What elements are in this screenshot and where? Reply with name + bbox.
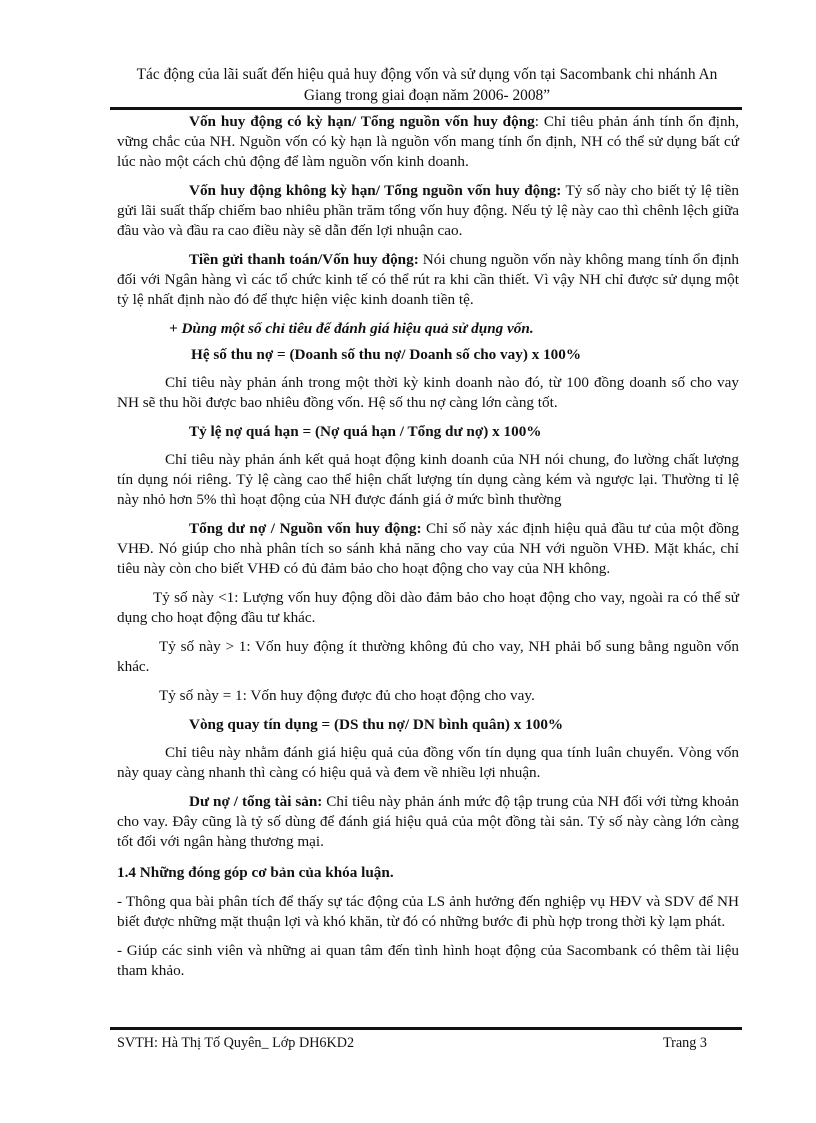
paragraph-ratio-greater-than-1: Tỷ số này > 1: Vốn huy động ít thường không đủ cho vay, NH phải bổ sung bằng nguồn vốn khác. xyxy=(117,638,739,675)
formula-debt-recovery: Hệ số thu nợ = (Doanh số thu nợ/ Doanh số cho vay) x 100% xyxy=(191,346,582,363)
paragraph-loans-to-assets xyxy=(117,792,739,852)
paragraph-debt-recovery: Chỉ tiêu này phản ánh trong một thời kỳ kinh doanh nào đó, từ 100 đồng doanh số cho vay NH sẽ thu hồi được bao nhiêu đồng vốn. Hệ số thu nợ càng lớn càng tốt. xyxy=(117,374,739,411)
footer-author: SVTH: Hà Thị Tố Quyên_ Lớp DH6KD2 xyxy=(117,1035,355,1051)
paragraph-loans-to-funds xyxy=(117,519,739,579)
header-divider xyxy=(110,107,742,110)
bullet-contribution-2: - Giúp các sinh viên và những ai quan tâm đến tình hình hoạt động của Sacombank có thêm tài liệu tham khảo. xyxy=(117,942,739,979)
paragraph-ratio-equal-1: Tỷ số này = 1: Vốn huy động được đủ cho hoạt động cho vay. xyxy=(159,687,535,704)
sub-heading: + Dùng một số chỉ tiêu để đánh giá hiệu quả sử dụng vốn. xyxy=(169,320,534,337)
paragraph-ratio-less-than-1: Tỷ số này <1: Lượng vốn huy động dồi dào đảm bảo cho hoạt động cho vay, ngoài ra có thể sử dụng cho hoạt động đầu tư khác. xyxy=(117,589,739,626)
paragraph-demand-deposit-ratio xyxy=(117,181,739,241)
document-body xyxy=(117,112,739,981)
term-text: Chỉ tiêu này phản ánh mức độ tập trung của NH đối với từng khoản cho vay. Đây cũng là tỷ số dùng để đánh giá hiệu quả của một đồng tài sản. Tỷ số này càng lớn càng tốt đối với ngân hàng thương mại. xyxy=(117,793,739,850)
term-label: Vốn huy động không kỳ hạn/ Tổng nguồn vốn huy động: xyxy=(189,182,562,199)
term-label: Tiền gửi thanh toán/Vốn huy động: xyxy=(189,251,419,268)
page-number: Trang 3 xyxy=(662,1035,707,1051)
term-label: Dư nợ / tổng tài sản: xyxy=(189,793,323,810)
bullet-contribution-1: - Thông qua bài phân tích để thấy sự tác động của LS ảnh hưởng đến nghiệp vụ HĐV và SDV để NH biết được những mặt thuận lợi và khó khăn, từ đó có những bước đi phù hợp trong thời kỳ lạm phát. xyxy=(117,893,739,930)
header-title-line-1: Tác động của lãi suất đến hiệu quả huy động vốn và sử dụng vốn tại Sacombank chi nhánh An xyxy=(136,66,718,83)
term-text: Nói chung nguồn vốn này không mang tính ổn định đối với Ngân hàng vì các tổ chức kinh tế có thể rút ra khi cần thiết. Vì vậy NH chỉ được sử dụng một tỷ lệ nhất định nào đó để thực hiện việc kinh doanh tiền tệ. xyxy=(117,251,739,308)
term-text: Chỉ số này xác định hiệu quả đầu tư của một đồng VHĐ. Nó giúp cho nhà phân tích so sánh khả năng cho vay của NH với nguồn VHĐ. Mặt khác, chỉ tiêu này còn cho biết VHĐ có đủ đảm bảo cho hoạt động cho vay của NH không. xyxy=(117,520,739,577)
formula-credit-turnover: Vòng quay tín dụng = (DS thu nợ/ DN bình quân) x 100% xyxy=(189,716,564,733)
formula-overdue-ratio: Tỷ lệ nợ quá hạn = (Nợ quá hạn / Tổng dư nợ) x 100% xyxy=(189,423,542,440)
paragraph-term-deposit-ratio xyxy=(117,112,739,172)
term-text: Tỷ số này cho biết tỷ lệ tiền gửi lãi suất thấp chiếm bao nhiêu phần trăm tổng vốn huy động. Nếu tỷ lệ này cao thì chênh lệch giữa đầu vào và đầu ra cao điều này sẽ dẫn đến lợi nhuận cao. xyxy=(117,182,739,239)
section-heading: 1.4 Những đóng góp cơ bản của khóa luận. xyxy=(117,864,394,881)
paragraph-credit-turnover: Chỉ tiêu này nhằm đánh giá hiệu quả của đồng vốn tín dụng qua tính luân chuyển. Vòng vốn này quay càng nhanh thì càng có hiệu quả và đem về nhiều lợi nhuận. xyxy=(117,744,739,781)
header-title-line-2: Giang trong giai đoạn năm 2006- 2008” xyxy=(303,87,551,104)
footer-divider xyxy=(110,1027,742,1030)
page-header xyxy=(112,64,742,106)
term-label: Tổng dư nợ / Nguồn vốn huy động: xyxy=(189,520,422,537)
term-text: : Chỉ tiêu phản ánh tính ổn định, vững chắc của NH. Nguồn vốn có kỳ hạn là nguồn vốn mang tính ổn định, NH có thể sử dụng bất cứ lúc nào một cách chủ động để làm nguồn vốn kinh doanh. xyxy=(117,113,739,170)
paragraph-overdue-ratio: Chỉ tiêu này phản ánh kết quả hoạt động kinh doanh của NH nói chung, đo lường chất lượng tín dụng nói riêng. Tỷ lệ càng cao thể hiện chất lượng tín dụng càng kém và ngược lại. Thường tỉ lệ này nhỏ hơn 5% thì hoạt động của NH được đánh giá ở mức bình thường xyxy=(117,451,739,508)
term-label: Vốn huy động có kỳ hạn/ Tổng nguồn vốn huy động xyxy=(189,113,535,130)
paragraph-payment-deposit-ratio xyxy=(117,250,739,310)
